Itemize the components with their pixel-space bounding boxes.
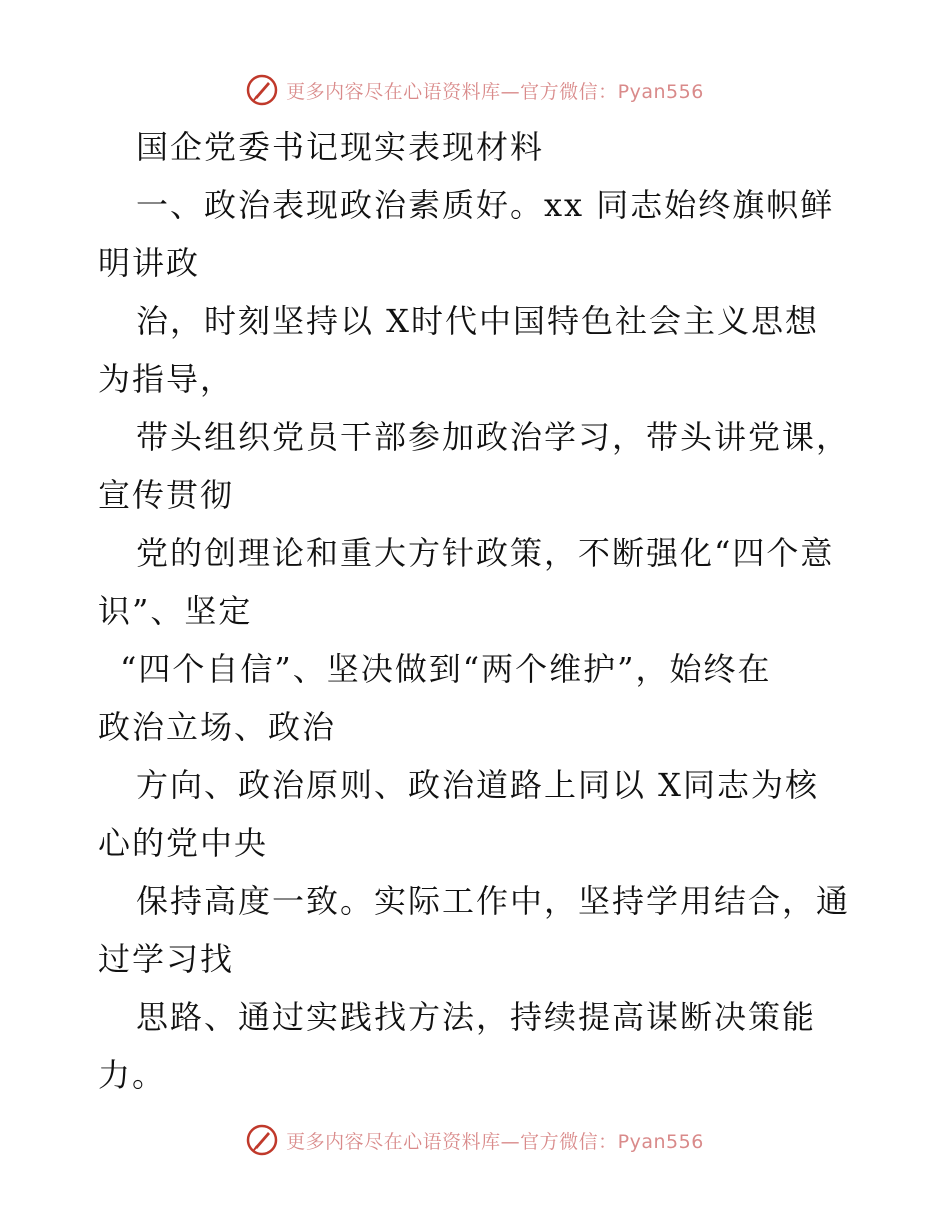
paragraph-line: 思路、通过实践找方法，持续提高谋断决策能 bbox=[136, 998, 817, 1036]
paragraph-line: 力。 bbox=[98, 1056, 167, 1094]
footer-watermark bbox=[0, 1120, 950, 1160]
paragraph-line: 一、政治表现政治素质好。xx 同志始终旗帜鲜 bbox=[136, 186, 835, 224]
paragraph-line: 方向、政治原则、政治道路上同以 X同志为核 bbox=[136, 766, 819, 804]
paragraph-line: 宣传贯彻 bbox=[98, 476, 235, 514]
document-body bbox=[98, 118, 858, 1104]
document-title: 国企党委书记现实表现材料 bbox=[136, 128, 545, 166]
paragraph-line: 带头组织党员干部参加政治学习，带头讲党课， bbox=[136, 418, 851, 456]
paragraph-line: 过学习找 bbox=[98, 940, 235, 978]
paragraph-line: 明讲政 bbox=[98, 244, 201, 282]
red-quill-seal-icon bbox=[246, 74, 278, 106]
paragraph-line: “四个自信”、坚决做到“两个维护”，始终在 bbox=[120, 650, 772, 688]
paragraph-line: 心的党中央 bbox=[98, 824, 269, 862]
header-watermark bbox=[0, 70, 950, 110]
watermark-text: 更多内容尽在心语资料库—官方微信：Pyan556 bbox=[286, 1130, 704, 1153]
paragraph-line: 为指导， bbox=[98, 360, 235, 398]
paragraph-line: 识”、坚定 bbox=[98, 592, 253, 630]
paragraph-line: 治，时刻坚持以 X时代中国特色社会主义思想 bbox=[136, 302, 819, 340]
paragraph-line: 保持高度一致。实际工作中，坚持学用结合，通 bbox=[136, 882, 851, 920]
watermark-text: 更多内容尽在心语资料库—官方微信：Pyan556 bbox=[286, 80, 704, 103]
paragraph-line: 党的创理论和重大方针政策，不断强化“四个意 bbox=[136, 534, 835, 572]
paragraph-line: 政治立场、政治 bbox=[98, 708, 337, 746]
red-quill-seal-icon bbox=[246, 1124, 278, 1156]
